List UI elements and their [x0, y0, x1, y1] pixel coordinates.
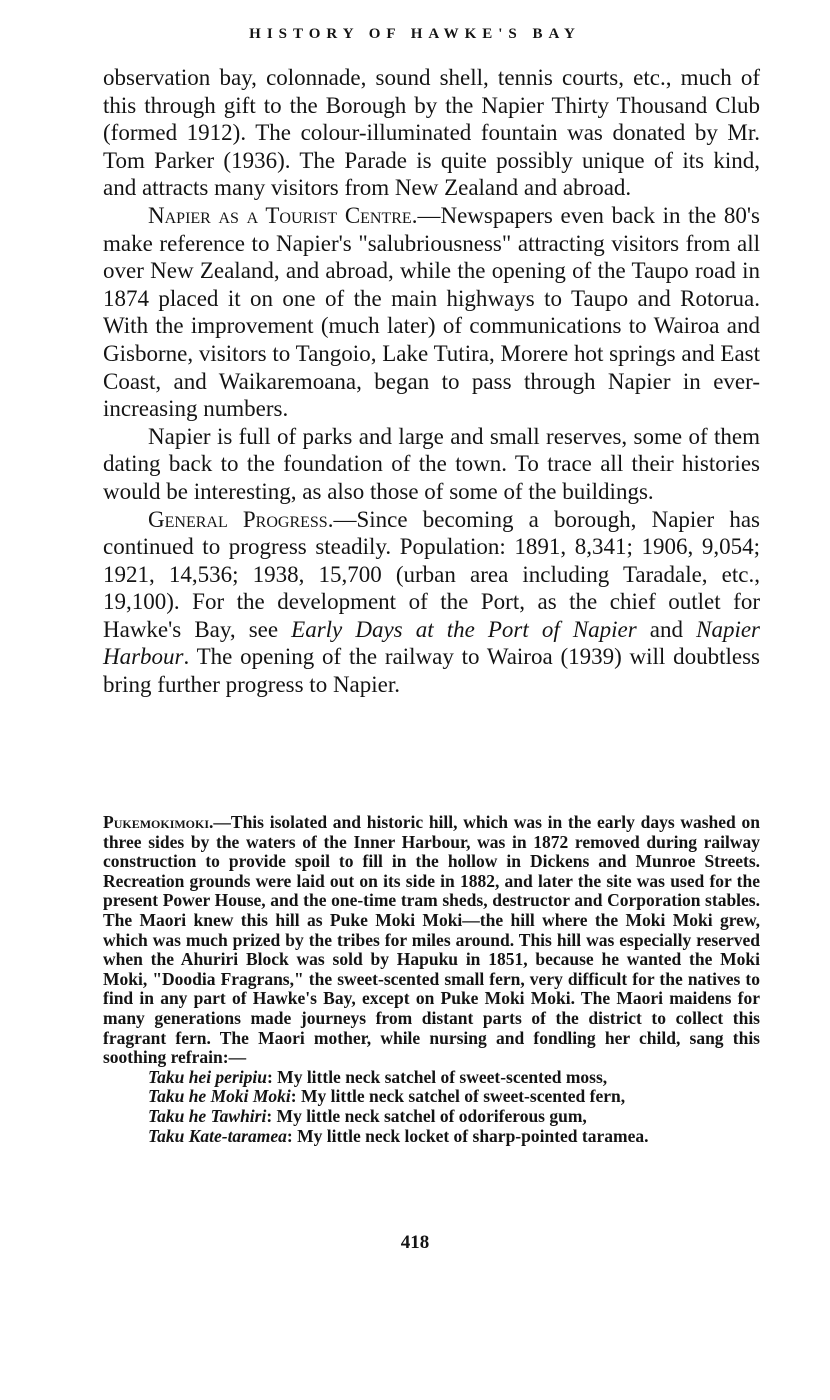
paragraph-pukemokimoki-text: —This isolated and historic hill, which was in the early days washed on three sides by the waters of the Inner Harbour, was in 1872 removed during railway construction to provide spoil to fill in the hollow in Dickens and Munroe Streets. Recreation grounds were laid out on its side in 1882, and later the site was used for the present Power House, and the one-time tram sheds, destructor and Corporation stables. The Maori knew this hill as Puke Moki Moki—the hill where the Moki Moki grew, which was much prized by the tribes for miles around. This hill was especially reserved when the Ahuriri Block was sold by Hapuku in 1851, because he wanted the Moki Moki, "Doodia Fragrans," the sweet-scented small fern, very difficult for the natives to find in any part of Hawke's Bay, except on Puke Moki Moki. The Maori maidens for many generations made journeys from distant parts of the district to collect this fragrant fern. The Maori mother, while nursing and fondling her child, sang this soothing refrain:—	[103, 812, 760, 1068]
page-number: 418	[400, 1232, 430, 1253]
paragraph-general-progress	[103, 506, 760, 699]
paragraph-general-progress-text-1: —Since becoming a borough, Napier has continued to progress steadily. Population: 1891, 8,341; 1906, 9,054; 1921, 14,536; 1938, 15,700 (urban area including Taradale, etc., 19,100). For the development of the Port, as the chief outlet for Hawke's Bay, see	[103, 506, 761, 642]
paragraph-tourist-centre	[103, 202, 760, 423]
section-heading-pukemokimoki: Pukemokimoki.	[103, 812, 214, 832]
verse-english: : My little neck satchel of sweet-scented fern,	[290, 1086, 626, 1107]
paragraph-general-progress-and: and	[636, 616, 697, 642]
verse-maori: Taku he Moki Moki	[148, 1086, 291, 1107]
section-heading-general-progress: General Progress.	[148, 506, 334, 532]
verse-line	[103, 1127, 760, 1147]
pukemokimoki-section	[103, 813, 760, 1146]
verse-maori: Taku he Tawhiri	[148, 1105, 267, 1126]
verse-line	[103, 1068, 760, 1088]
running-head: HISTORY OF HAWKE'S BAY	[249, 26, 581, 42]
verse-english: : My little neck satchel of sweet-scented moss,	[266, 1066, 608, 1087]
paragraph-general-progress-text-2: . The opening of the railway to Wairoa (1939) will doubtless bring further progress to Napier.	[103, 644, 760, 698]
verse-english: : My little neck satchel of odoriferous gum,	[266, 1105, 587, 1126]
verse-english: : My little neck locket of sharp-pointed taramea.	[286, 1125, 649, 1146]
paragraph-pukemokimoki	[103, 813, 760, 1068]
main-text	[103, 64, 760, 699]
book-title-napier-harbour: Napier Harbour	[103, 616, 760, 670]
paragraph-tourist-centre-text: —Newspapers even back in the 80's make reference to Napier's "salubriousness" attracting visitors from all over New Zealand, and abroad, while the opening of the Taupo road in 1874 placed it on one of the main highways to Taupo and Rotorua. With the improvement (much later) of communications to Wairoa and Gisborne, visitors to Tangoio, Lake Tutira, Morere hot springs and East Coast, and Waikaremoana, began to pass through Napier in ever-increasing numbers.	[103, 202, 760, 422]
book-title-early-days: Early Days at the Port of Napier	[291, 616, 637, 642]
section-heading-tourist-centre: Napier as a Tourist Centre.	[148, 202, 418, 228]
verse-maori: Taku Kate-taramea	[148, 1125, 287, 1146]
paragraph-parade: observation bay, colonnade, sound shell, tennis courts, etc., much of this through gift to the Borough by the Napier Thirty Thousand Club (formed 1912). The colour-illuminated fountain was donated by Mr. Tom Parker (1936). The Parade is quite possibly unique of its kind, and attracts many visitors from New Zealand and abroad.	[103, 65, 760, 201]
verse-line	[103, 1087, 760, 1107]
paragraph-parks: Napier is full of parks and large and small reserves, some of them dating back to the foundation of the town. To trace all their histories would be interesting, as also those of some of the buildings.	[103, 423, 760, 504]
verse-maori: Taku hei peripiu	[148, 1066, 267, 1087]
maori-refrain	[103, 1068, 760, 1146]
verse-line	[103, 1107, 760, 1127]
